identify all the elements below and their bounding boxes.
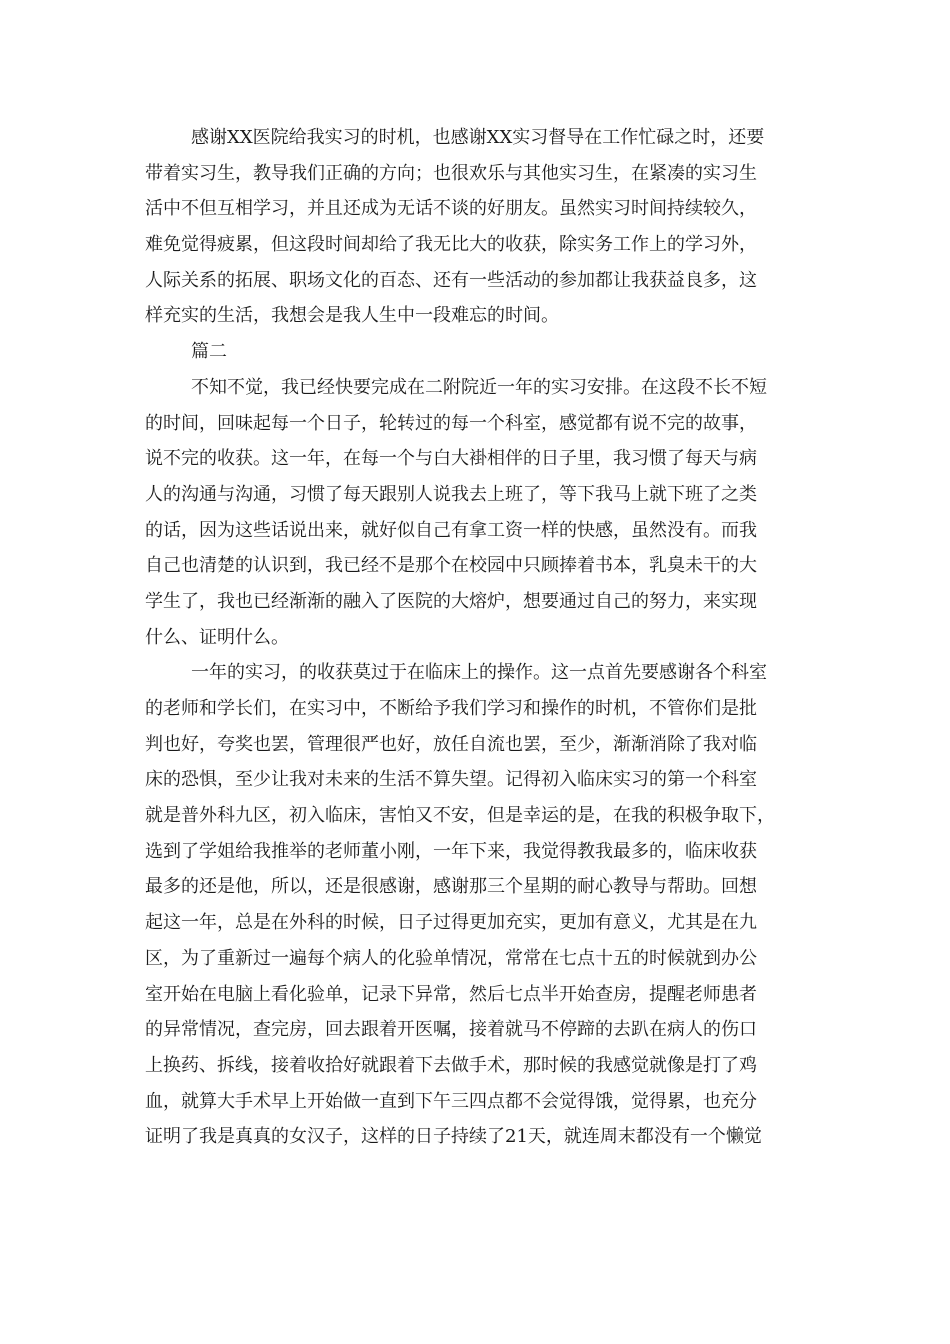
text-line: 样充实的生活，我想会是我人生中一段难忘的时间。 (145, 305, 559, 327)
section-heading-text: 篇二 (191, 341, 227, 363)
text-line: 的时间，回味起每一个日子，轮转过的每一个科室，感觉都有说不完的故事， (145, 412, 757, 434)
text-line: 区，为了重新过一遍每个病人的化验单情况，常常在七点十五的时候就到办公 (145, 947, 757, 969)
text-line: 学生了，我也已经渐渐的融入了医院的大熔炉，想要通过自己的努力，来实现 (145, 590, 757, 612)
text-line: 最多的还是他，所以，还是很感谢，感谢那三个星期的耐心教导与帮助。回想 (145, 876, 757, 898)
text-line: 的异常情况，查完房，回去跟着开医嘱，接着就马不停蹄的去趴在病人的伤口 (145, 1019, 757, 1041)
section-heading (145, 334, 805, 370)
text-line: 证明了我是真真的女汉子，这样的日子持续了21天，就连周末都没有一个懒觉 (145, 1126, 762, 1148)
text-line: 血，就算大手术早上开始做一直到下午三四点都不会觉得饿，觉得累，也充分 (145, 1090, 757, 1112)
text-line: 的话，因为这些话说出来，就好似自己有拿工资一样的快感，虽然没有。而我 (145, 519, 757, 541)
text-line: 自己也清楚的认识到，我已经不是那个在校园中只顾捧着书本，乳臭未干的大 (145, 555, 757, 577)
paragraph-1 (145, 120, 805, 334)
text-line: 不知不觉，我已经快要完成在二附院近一年的实习安排。在这段不长不短 (191, 376, 767, 398)
paragraph-3 (145, 655, 805, 1155)
text-line: 判也好，夸奖也罢，管理很严也好，放任自流也罢，至少，渐渐消除了我对临 (145, 733, 757, 755)
text-line: 什么、证明什么。 (145, 626, 289, 648)
text-line: 带着实习生，教导我们正确的方向；也很欢乐与其他实习生，在紧凑的实习生 (145, 162, 757, 184)
paragraph-2 (145, 370, 805, 656)
text-line: 室开始在电脑上看化验单，记录下异常，然后七点半开始查房，提醒老师患者 (145, 983, 757, 1005)
text-line: 说不完的收获。这一年，在每一个与白大褂相伴的日子里，我习惯了每天与病 (145, 448, 757, 470)
text-line: 一年的实习，的收获莫过于在临床上的操作。这一点首先要感谢各个科室 (191, 662, 767, 684)
text-line: 起这一年，总是在外科的时候，日子过得更加充实，更加有意义，尤其是在九 (145, 912, 757, 934)
text-line: 活中不但互相学习，并且还成为无话不谈的好朋友。虽然实习时间持续较久， (145, 198, 757, 220)
text-line: 选到了学姐给我推举的老师董小刚，一年下来，我觉得教我最多的，临床收获 (145, 840, 757, 862)
text-line: 人际关系的拓展、职场文化的百态、还有一些活动的参加都让我获益良多，这 (145, 269, 757, 291)
text-line: 床的恐惧，至少让我对未来的生活不算失望。记得初入临床实习的第一个科室 (145, 769, 757, 791)
text-line: 人的沟通与沟通，习惯了每天跟别人说我去上班了，等下我马上就下班了之类 (145, 483, 757, 505)
text-line: 就是普外科九区，初入临床，害怕又不安，但是幸运的是，在我的积极争取下， (145, 805, 775, 827)
text-line: 的老师和学长们，在实习中，不断给予我们学习和操作的时机，不管你们是批 (145, 698, 757, 719)
text-line: 难免觉得疲累，但这段时间却给了我无比大的收获，除实务工作上的学习外， (145, 234, 757, 256)
document-page (145, 120, 805, 1155)
text-line: 感谢XX医院给我实习的时机，也感谢XX实习督导在工作忙碌之时，还要 (191, 127, 765, 148)
text-line: 上换药、拆线，接着收拾好就跟着下去做手术，那时候的我感觉就像是打了鸡 (145, 1054, 757, 1076)
